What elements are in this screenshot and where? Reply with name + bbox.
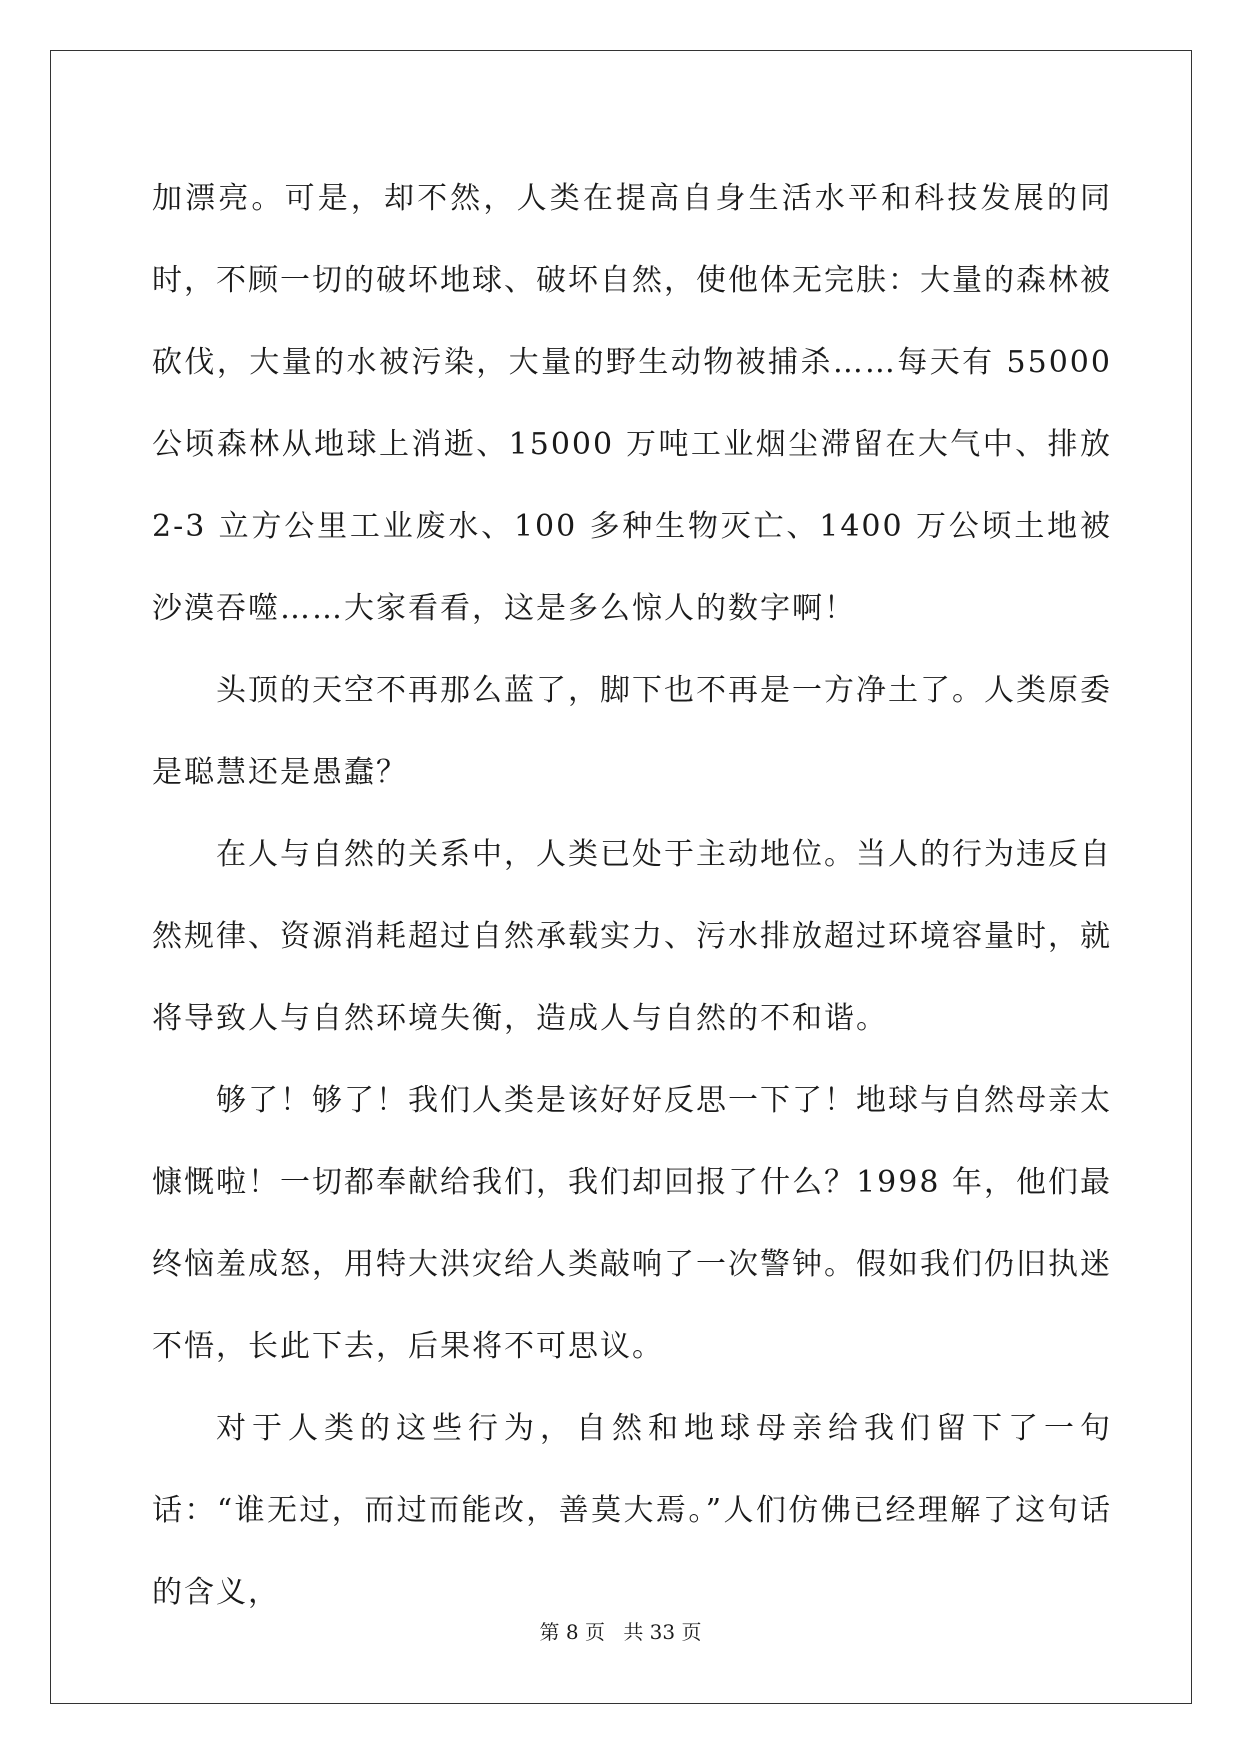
paragraph-enough: 够了！够了！我们人类是该好好反思一下了！地球与自然母亲太慷慨啦！一切都奉献给我们，我们却回报了什么？1998 年，他们最终恼羞成怒，用特大洪灾给人类敲响了一次警钟。假如我们仍旧执迷不悟，长此下去，后果将不可思议。 <box>152 1083 1112 1364</box>
total-pages: 共 33 页 <box>623 1620 702 1644</box>
document-body <box>152 158 1112 1634</box>
paragraph-proverb: 对于人类的这些行为，自然和地球母亲给我们留下了一句话：“谁无过，而过而能改，善莫大焉。”人们仿佛已经理解了这句话的含义， <box>152 1411 1112 1610</box>
paragraph-relationship: 在人与自然的关系中，人类已处于主动地位。当人的行为违反自然规律、资源消耗超过自然承载实力、污水排放超过环境容量时，就将导致人与自然环境失衡，造成人与自然的不和谐。 <box>152 837 1112 1036</box>
paragraph-sky: 头顶的天空不再那么蓝了，脚下也不再是一方净土了。人类原委是聪慧还是愚蠢？ <box>152 673 1112 790</box>
page-number: 第 8 页 <box>539 1620 605 1644</box>
paragraph-continuation: 加漂亮。可是，却不然，人类在提高自身生活水平和科技发展的同时，不顾一切的破坏地球、破坏自然，使他体无完肤：大量的森林被砍伐，大量的水被污染，大量的野生动物被捕杀……每天有 55000 公顷森林从地球上消逝、15000 万吨工业烟尘滞留在大气中、排放 2-3 立方公里工业废水、100 多种生物灭亡、1400 万公顷土地被沙漠吞噬……大家看看，这是多么惊人的数字啊！ <box>152 181 1112 626</box>
page-footer <box>0 1616 1241 1645</box>
